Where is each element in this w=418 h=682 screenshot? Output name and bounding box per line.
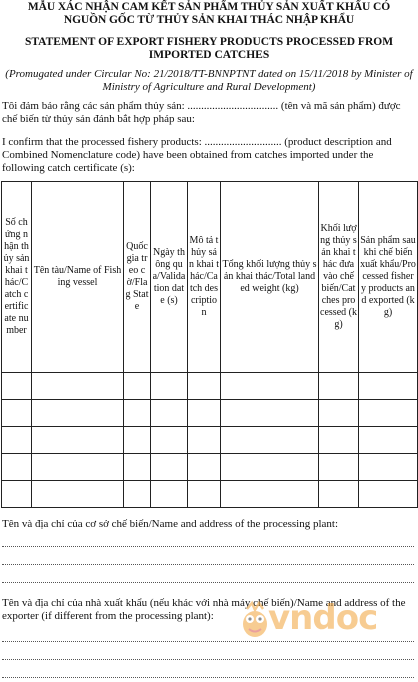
column-header-7: Khối lượng thủy sản khai thác đưa vào chế biến/Catches processed (kg): [319, 182, 359, 373]
table-cell[interactable]: [221, 454, 319, 481]
watermark-text: vndoc: [268, 598, 378, 638]
table-row: [2, 454, 418, 481]
table-row: [2, 400, 418, 427]
statement-english: I confirm that the processed fishery products: ............................ (product description and Combined Nomenclature code) have been obtained from catches imported under the following catch certificate (s):: [2, 136, 392, 174]
table-cell[interactable]: [151, 454, 188, 481]
table-cell[interactable]: [32, 427, 124, 454]
table-cell[interactable]: [319, 481, 359, 508]
table-cell[interactable]: [124, 400, 151, 427]
table-cell[interactable]: [32, 454, 124, 481]
column-header-5: Mô tả thủy sản khai thác/Catch description: [188, 182, 221, 373]
statement-vietnamese: Tôi đảm bảo rằng các sản phẩm thủy sản: ................................. (tên và mã sản phẩm) được chế biến từ thủy sản đánh bắt hợp pháp sau:: [2, 100, 401, 125]
table-cell[interactable]: [359, 481, 418, 508]
catch-certificate-table: [1, 181, 418, 508]
table-cell[interactable]: [221, 481, 319, 508]
table-cell[interactable]: [319, 373, 359, 400]
exporter-fill-line-2[interactable]: [2, 658, 414, 660]
table-cell[interactable]: [151, 481, 188, 508]
table-cell[interactable]: [359, 454, 418, 481]
table-cell[interactable]: [2, 427, 32, 454]
title-vietnamese: MẪU XÁC NHẬN CAM KẾT SẢN PHẨM THỦY SẢN XUẤT KHẨU CÓ NGUỒN GỐC TỪ THỦY SẢN KHAI THÁC NHẬP KHẨU: [27, 1, 391, 26]
table-cell[interactable]: [2, 373, 32, 400]
table-cell[interactable]: [188, 481, 221, 508]
table-cell[interactable]: [32, 400, 124, 427]
table-cell[interactable]: [359, 373, 418, 400]
table-cell[interactable]: [221, 400, 319, 427]
column-header-8: Sản phẩm sau khi chế biến xuất khẩu/Processed fishery products and exported (kg): [359, 182, 418, 373]
column-header-6: Tổng khối lượng thủy sản khai thác/Total landed weight (kg): [221, 182, 319, 373]
exporter-fill-line-1[interactable]: [2, 640, 414, 642]
table-cell[interactable]: [359, 427, 418, 454]
column-header-3: Quốc gia treo cờ/Flag State: [124, 182, 151, 373]
table-cell[interactable]: [221, 427, 319, 454]
table-cell[interactable]: [151, 373, 188, 400]
plant-fill-line-3[interactable]: [2, 581, 414, 583]
title-english: STATEMENT OF EXPORT FISHERY PRODUCTS PROCESSED FROM IMPORTED CATCHES: [24, 36, 394, 61]
table-cell[interactable]: [124, 427, 151, 454]
table-body: [2, 373, 418, 508]
table-cell[interactable]: [188, 427, 221, 454]
plant-fill-line-1[interactable]: [2, 545, 414, 547]
exporter-fill-line-3[interactable]: [2, 676, 414, 678]
table-cell[interactable]: [151, 400, 188, 427]
table-row: [2, 427, 418, 454]
column-header-1: Số chứng nhận thủy sản khai thác/Catch certificate number: [2, 182, 32, 373]
table-cell[interactable]: [32, 373, 124, 400]
table-cell[interactable]: [2, 481, 32, 508]
watermark: [238, 598, 378, 644]
table-cell[interactable]: [319, 400, 359, 427]
table-cell[interactable]: [124, 454, 151, 481]
table-row: [2, 373, 418, 400]
table-cell[interactable]: [319, 427, 359, 454]
table-row: [2, 481, 418, 508]
table-cell[interactable]: [188, 400, 221, 427]
table-cell[interactable]: [2, 454, 32, 481]
table-cell[interactable]: [124, 373, 151, 400]
plant-fill-line-2[interactable]: [2, 563, 414, 565]
mascot-icon: [238, 600, 272, 640]
circular-subtitle: (Promugated under Circular No: 21/2018/TT-BNNPTNT dated on 15/11/2018 by Minister of Ministry of Agriculture and Rural Development): [5, 68, 413, 93]
table-cell[interactable]: [188, 373, 221, 400]
column-header-4: Ngày thông qua/Validation date (s): [151, 182, 188, 373]
table-cell[interactable]: [2, 400, 32, 427]
table-header-row: [2, 182, 418, 373]
exporter-label: Tên và địa chỉ của nhà xuất khẩu (nếu khác với nhà máy chế biến)/Name and address of the exporter (if different from the processing plant):: [2, 597, 406, 622]
table-cell[interactable]: [319, 454, 359, 481]
table-cell[interactable]: [221, 373, 319, 400]
column-header-2: Tên tàu/Name of Fishing vessel: [32, 182, 124, 373]
table-cell[interactable]: [188, 454, 221, 481]
table-cell[interactable]: [151, 427, 188, 454]
table-cell[interactable]: [32, 481, 124, 508]
processing-plant-label: Tên và địa chỉ của cơ sở chế biến/Name and address of the processing plant:: [2, 518, 339, 530]
table-cell[interactable]: [124, 481, 151, 508]
table-cell[interactable]: [359, 400, 418, 427]
